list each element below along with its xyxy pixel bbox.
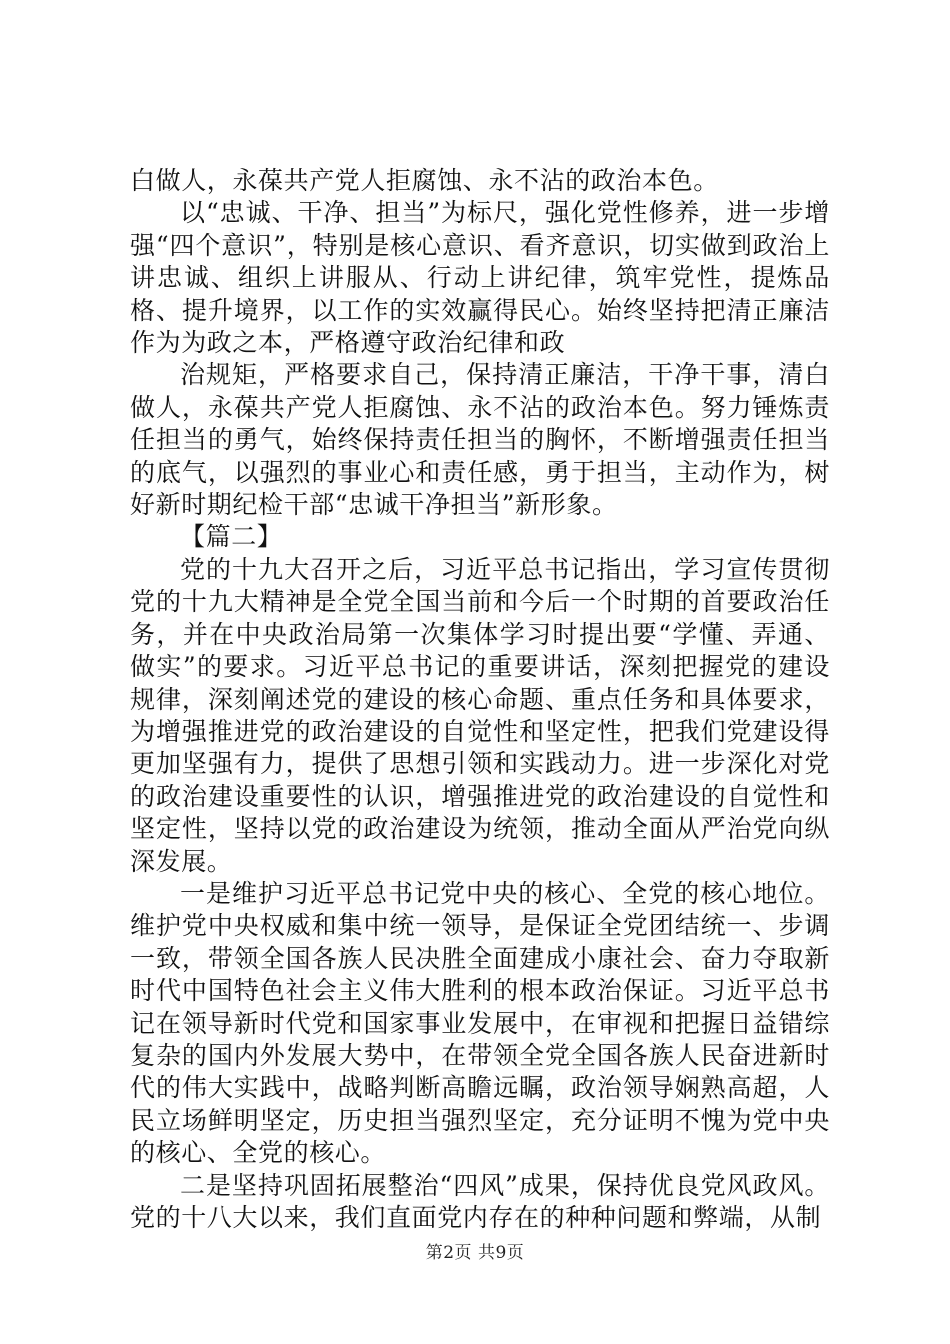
- paragraph: 白做人，永葆共产党人拒腐蚀、永不沾的政治本色。: [130, 166, 719, 195]
- paragraph: 以“忠诚、干净、担当”为标尺，强化党性修养，进一步增强“四个意识”，特别是核心意识、看齐意识，切实做到政治上讲忠诚、组织上讲服从、行动上讲纪律，筑牢党性，提炼品格、提升境界，以工作的实效赢得民心。始终坚持把清正廉洁作为为政之本，严格遵守政治纪律和政: [130, 198, 830, 358]
- paragraph: 二是坚持巩固拓展整治“四风”成果，保持优良党风政风。党的十八大以来，我们直面党内存在的种种问题和弊端，从制: [130, 1170, 830, 1232]
- paragraph: 党的十九大召开之后，习近平总书记指出，学习宣传贯彻党的十九大精神是全党全国当前和今后一个时期的首要政治任务，并在中央政治局第一次集体学习时提出要“学懂、弄通、做实”的要求。习近平总书记的重要讲话，深刻把握党的建设规律，深刻阐述党的建设的核心命题、重点任务和具体要求，为增强推进党的政治建设的自觉性和坚定性，把我们党建设得更加坚强有力，提供了思想引领和实践动力。进一步深化对党的政治建设重要性的认识，增强推进党的政治建设的自觉性和坚定性，坚持以党的政治建设为统领，推动全面从严治党向纵深发展。: [130, 554, 830, 876]
- paragraph: 一是维护习近平总书记党中央的核心、全党的核心地位。维护党中央权威和集中统一领导，是保证全党团结统一、步调一致，带领全国各族人民决胜全面建成小康社会、奋力夺取新时代中国特色社会主义伟大胜利的根本政治保证。习近平总书记在领导新时代党和国家事业发展中，在审视和把握日益错综复杂的国内外发展大势中，在带领全党全国各族人民奋进新时代的伟大实践中，战略判断高瞻远瞩，政治领导娴熟高超，人民立场鲜明坚定，历史担当强烈坚定，充分证明不愧为党中央的核心、全党的核心。: [130, 878, 830, 1168]
- section-heading: 【篇二】: [180, 522, 283, 552]
- paragraph: 治规矩，严格要求自己，保持清正廉洁，干净干事，清白做人，永葆共产党人拒腐蚀、永不沾的政治本色。努力锤炼责任担当的勇气，始终保持责任担当的胸怀，不断增强责任担当的底气，以强烈的事业心和责任感，勇于担当，主动作为，树好新时期纪检干部“忠诚干净担当”新形象。: [130, 360, 830, 520]
- page-number-footer: 第2页 共9页: [425, 1243, 525, 1263]
- document-body: [130, 165, 830, 1234]
